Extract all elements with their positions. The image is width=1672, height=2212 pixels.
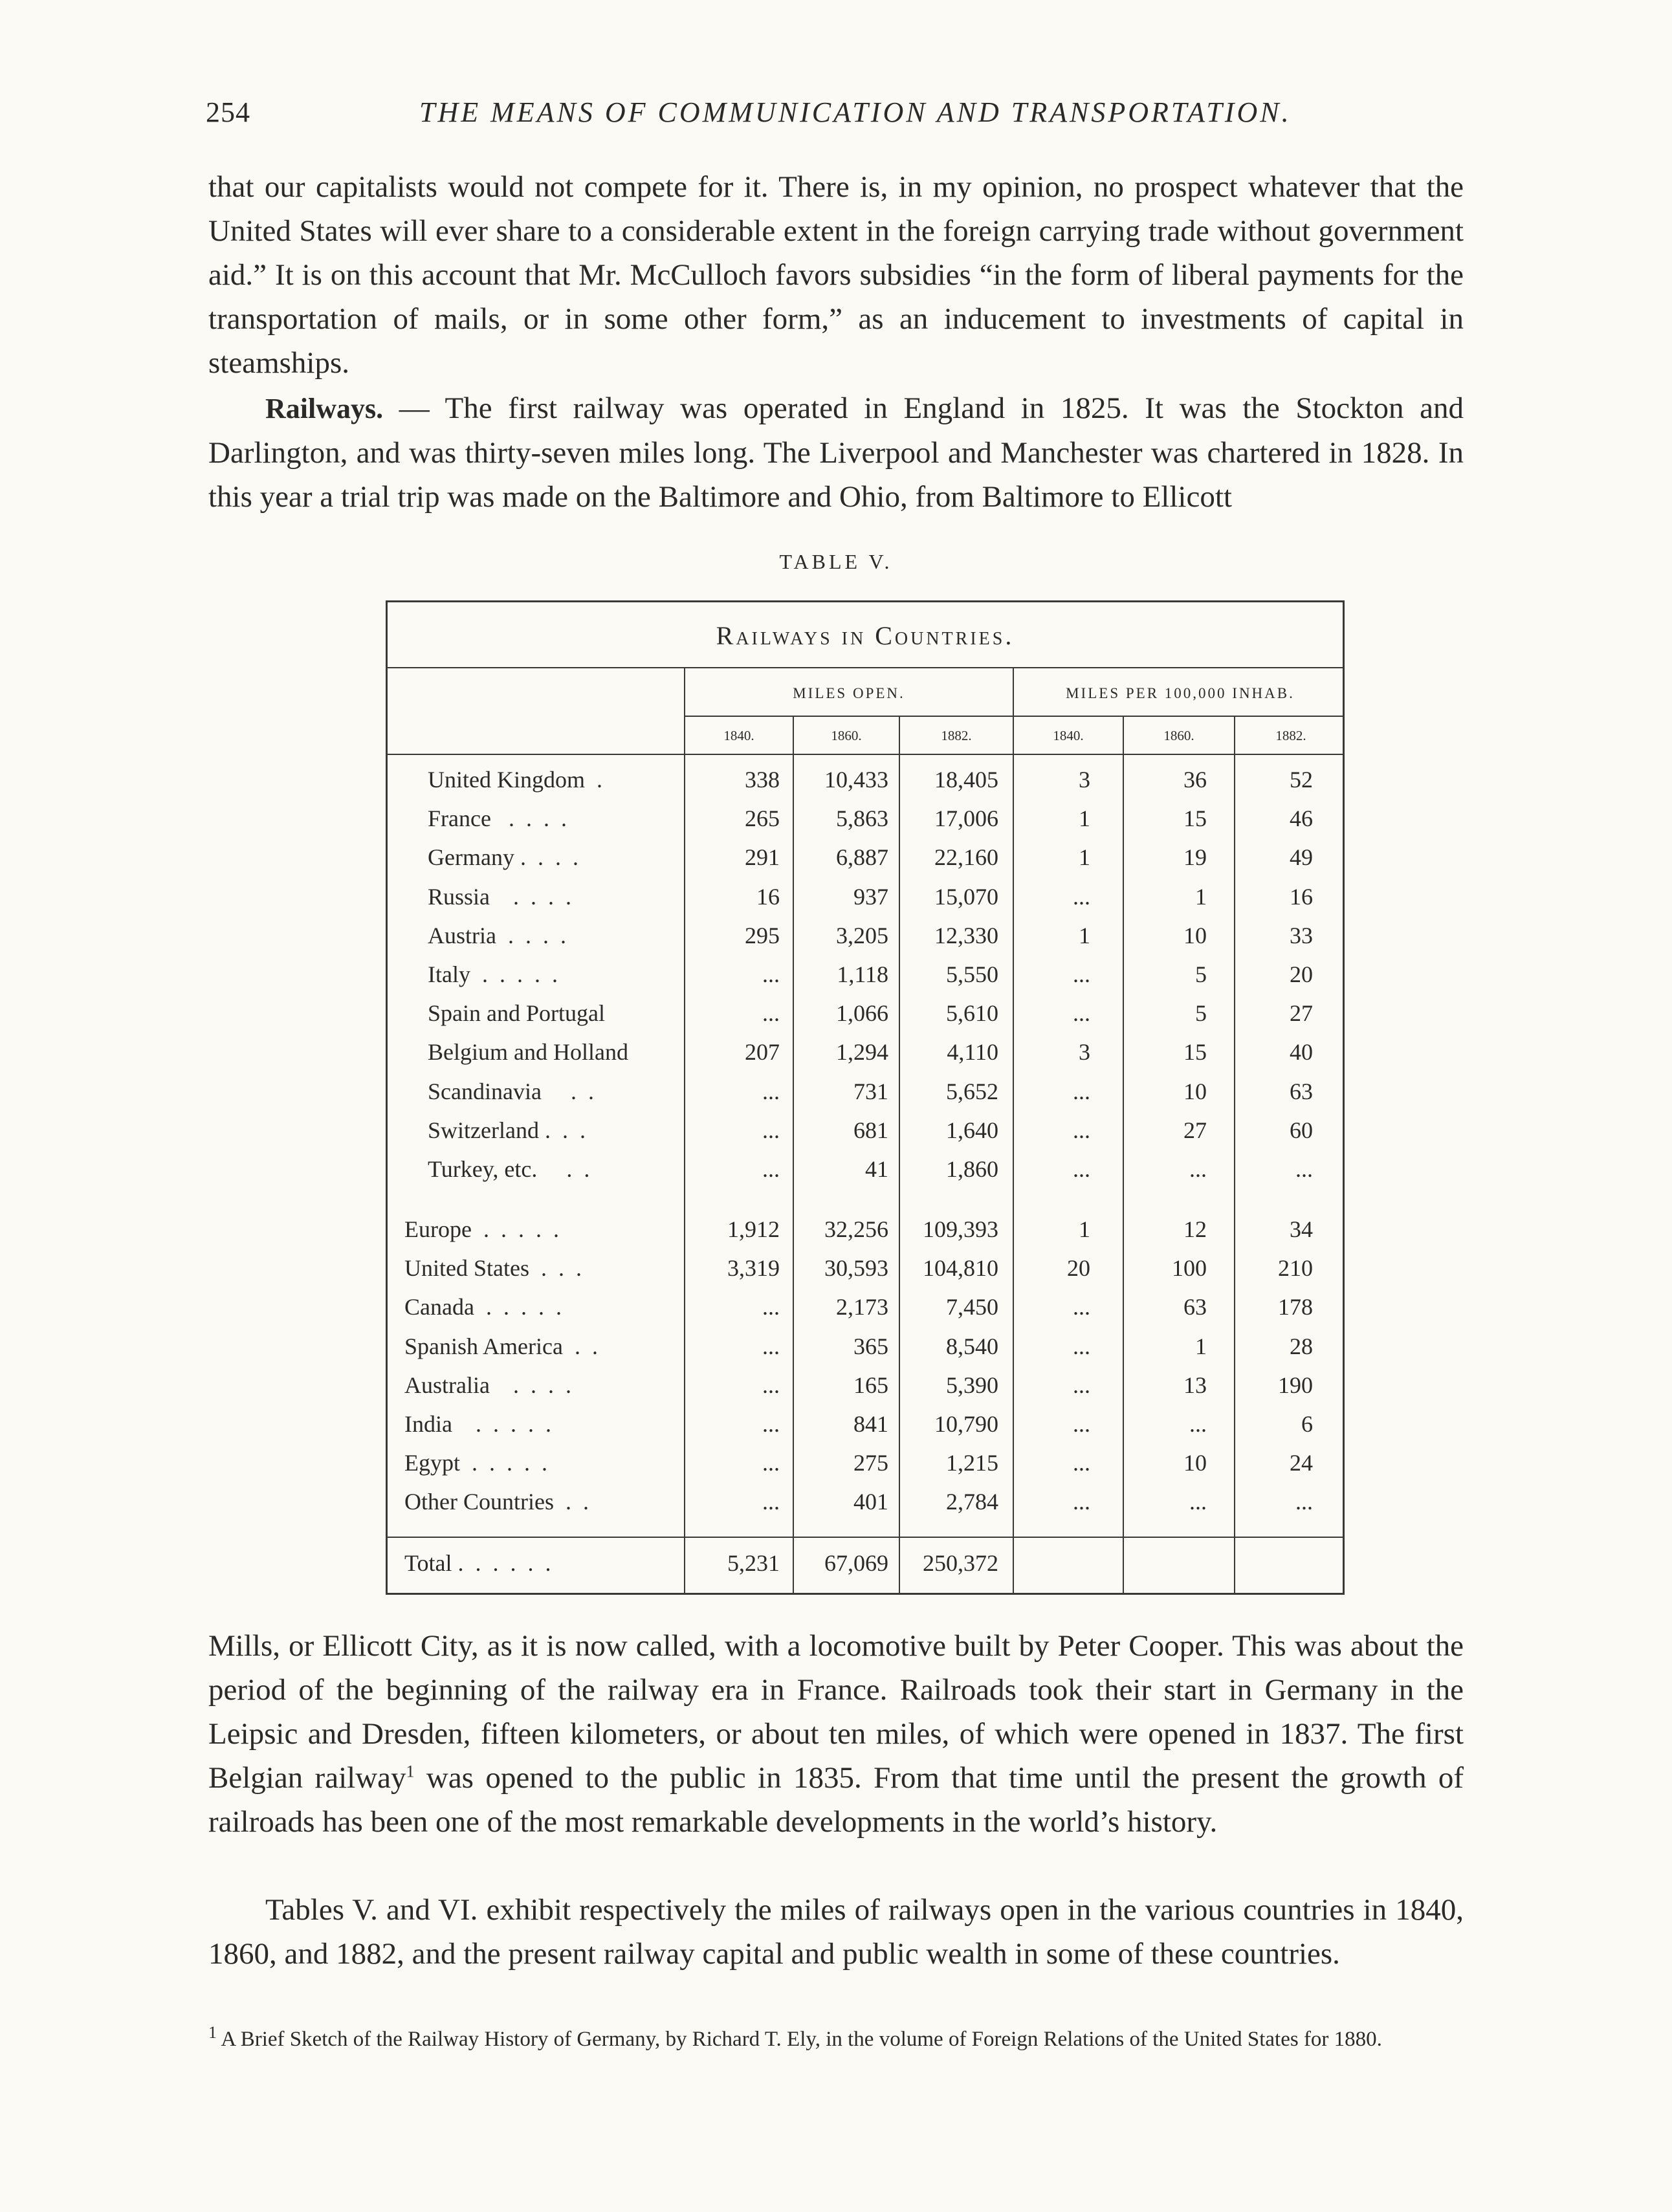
table-cell: 1 (1195, 1333, 1207, 1359)
table-cell: 1,294 (836, 1039, 888, 1066)
table-cell: 190 (1278, 1372, 1313, 1398)
table-cell: 40 (1290, 1039, 1313, 1066)
header-year: 1882. (1275, 728, 1306, 743)
table-row (388, 1078, 1343, 1117)
table-row (388, 1488, 1343, 1527)
row-label: France . . . . (428, 805, 567, 832)
running-head (206, 96, 1466, 135)
rule-under-title (388, 667, 1343, 668)
table-cell: ... (1073, 1333, 1090, 1359)
table-cell: 10,790 (934, 1411, 998, 1437)
table-cell: 104,810 (923, 1255, 998, 1282)
table-cell: ... (1073, 1450, 1090, 1476)
table-cell: 15 (1183, 805, 1207, 832)
table-cell: 52 (1290, 767, 1313, 793)
table-cell: ... (762, 961, 780, 987)
table-cell: 2,784 (946, 1489, 998, 1515)
table-cell: 10 (1183, 1450, 1207, 1476)
table-row (388, 805, 1343, 844)
header-year: 1882. (941, 728, 972, 743)
table-cell: 32,256 (824, 1216, 888, 1242)
table-row (388, 766, 1343, 805)
table-cell: 4,110 (947, 1039, 998, 1066)
table-cell: 22,160 (934, 844, 998, 871)
table-cell: 3 (1079, 767, 1090, 793)
table-cell: ... (762, 1333, 780, 1359)
table-cell: 49 (1290, 844, 1313, 871)
table-row (388, 1333, 1343, 1372)
table-cell: ... (762, 1294, 780, 1320)
table-cell: ... (1189, 1411, 1207, 1437)
table-cell: ... (762, 1156, 780, 1182)
table-cell: 5,231 (727, 1550, 780, 1576)
table-cell: 30,593 (824, 1255, 888, 1282)
table-cell: 401 (853, 1489, 888, 1515)
row-label: Spanish America . . (404, 1333, 598, 1359)
table-cell: 27 (1183, 1117, 1207, 1143)
table-cell: 15,070 (934, 883, 998, 910)
table-cell: 63 (1290, 1078, 1313, 1104)
row-label: Italy . . . . . (428, 961, 558, 987)
row-label: Germany . . . . (428, 844, 578, 871)
table-cell: 178 (1278, 1294, 1313, 1320)
table-cell: 681 (853, 1117, 888, 1143)
footnote-text: A Brief Sketch of the Railway History of Germany, by Richard T. Ely, in the volume of Foreign Relations of the United States for 1880. (217, 2028, 1382, 2051)
table-cell: 19 (1183, 844, 1207, 871)
paragraph-4: Tables V. and VI. exhibit respectively the miles of railways open in the various countries in 1840, 1860, and 1882, and the present railway capital and public wealth in some of these countries. (208, 1893, 1464, 1971)
row-label: Egypt . . . . . (404, 1450, 547, 1476)
row-label: United Kingdom . (428, 767, 602, 793)
table-cell: 5 (1195, 961, 1207, 987)
table-cell: 5,652 (946, 1078, 998, 1104)
table-cell: ... (762, 1372, 780, 1398)
table-cell: 1,066 (836, 1000, 888, 1027)
table-cell: ... (1295, 1156, 1313, 1182)
header-miles-per-inhab: MILES PER 100,000 INHAB. (1066, 685, 1295, 701)
paragraph-3-part-b: was opened to the public in 1835. From that time until the present the growth of railroads has been one of the most remarkable developments in the world’s history. (208, 1761, 1464, 1839)
footnote (208, 2025, 1464, 2053)
table-cell: 295 (745, 922, 780, 948)
table-cell: ... (1189, 1156, 1207, 1182)
table-cell: 5,550 (946, 961, 998, 987)
table-cell: 841 (853, 1411, 888, 1437)
table-cell: 365 (853, 1333, 888, 1359)
table-cell: ... (762, 1117, 780, 1143)
table-row (388, 1293, 1343, 1332)
table-cell: 1 (1195, 883, 1207, 910)
table-row (388, 1117, 1343, 1155)
table-cell: 10 (1183, 922, 1207, 948)
table-cell: ... (1073, 1078, 1090, 1104)
table-cell: 338 (745, 767, 780, 793)
row-label: Austria . . . . (428, 922, 566, 948)
header-miles-open: MILES OPEN. (793, 685, 905, 701)
rule-above-total (388, 1537, 1343, 1538)
page-number: 254 (206, 96, 250, 128)
table-cell: 7,450 (946, 1294, 998, 1320)
table-cell: 41 (865, 1156, 888, 1182)
table-cell: ... (1073, 1489, 1090, 1515)
table-row (388, 961, 1343, 1000)
footnote-marker: 1 (406, 1762, 415, 1781)
table-cell: 5 (1195, 1000, 1207, 1027)
table-cell: 17,006 (934, 805, 998, 832)
paragraph-railways (208, 386, 1464, 519)
table-cell: 731 (853, 1078, 888, 1104)
row-label: Russia . . . . (428, 883, 572, 910)
row-label: Turkey, etc. . . (428, 1156, 590, 1182)
table-cell: 20 (1290, 961, 1313, 987)
table-cell: ... (1073, 1411, 1090, 1437)
table-cell: ... (1073, 883, 1090, 910)
table-cell: 67,069 (824, 1550, 888, 1576)
row-label: Spain and Portugal (428, 1000, 605, 1027)
table-cell: 265 (745, 805, 780, 832)
table-cell: 16 (756, 883, 780, 910)
table-cell: ... (762, 1450, 780, 1476)
table-cell: ... (762, 1000, 780, 1027)
paragraph-railways-text: — The first railway was operated in England in 1825. It was the Stockton and Darlington, and was thirty-seven miles long. The Liverpool and Manchester was chartered in 1828. In this year a trial trip was made on the Baltimore and Ohio, from Baltimore to Ellicott (208, 391, 1464, 514)
row-label: United States . . . (404, 1255, 582, 1282)
table-cell: ... (1073, 1117, 1090, 1143)
header-year: 1860. (1163, 728, 1194, 743)
table-cell: 3,319 (727, 1255, 780, 1282)
table-cell: 1,860 (946, 1156, 998, 1182)
table-cell: 937 (853, 883, 888, 910)
paragraph-3 (208, 1624, 1464, 1844)
table-cell: 210 (1278, 1255, 1313, 1282)
railways-table (386, 600, 1345, 1595)
table-row (388, 1410, 1343, 1449)
table-cell: 36 (1183, 767, 1207, 793)
rule-under-years (388, 754, 1343, 755)
table-cell: 24 (1290, 1450, 1313, 1476)
table-cell: 5,863 (836, 805, 888, 832)
section-heading-railways: Railways. (265, 393, 384, 424)
table-cell: ... (1073, 1156, 1090, 1182)
table-cell: 46 (1290, 805, 1313, 832)
table-row (388, 1449, 1343, 1488)
table-row (388, 1038, 1343, 1077)
table-cell: 100 (1172, 1255, 1207, 1282)
table-cell: 18,405 (934, 767, 998, 793)
table-cell: 207 (745, 1039, 780, 1066)
table-cell: 15 (1183, 1039, 1207, 1066)
table-cell: 12,330 (934, 922, 998, 948)
table-cell: 10,433 (824, 767, 888, 793)
row-label: Other Countries . . (404, 1489, 589, 1515)
table-cell: 1 (1079, 844, 1090, 871)
footnote-number: 1 (208, 2023, 217, 2042)
table-cell: 3,205 (836, 922, 888, 948)
table-cell: ... (1189, 1489, 1207, 1515)
table-cell: ... (762, 1078, 780, 1104)
table-cell: 1,215 (946, 1450, 998, 1476)
row-label: Total . . . . . . (404, 1550, 551, 1576)
paragraph-3-part-a: Mills, or Ellicott City, as it is now called, with a locomotive built by Peter Cooper. This was about the period of the beginning of the railway era in France. Railroads took their start in Germany in the Leipsic and Dresden, fifteen kilometers, or about ten miles, of which were opened in 1837. The first Belgian railway (208, 1629, 1464, 1795)
table-cell: ... (1073, 961, 1090, 987)
table-cell: 27 (1290, 1000, 1313, 1027)
row-label: Scandinavia . . (428, 1078, 594, 1104)
table-cell: 1,912 (727, 1216, 780, 1242)
row-label: Switzerland . . . (428, 1117, 586, 1143)
table-cell: 1,640 (946, 1117, 998, 1143)
table-cell: 1 (1079, 1216, 1090, 1242)
table-row (388, 1000, 1343, 1038)
table-cell: 5,610 (946, 1000, 998, 1027)
table-row (388, 1254, 1343, 1293)
table-total-row (388, 1549, 1343, 1588)
table-row (388, 844, 1343, 882)
table-cell: 60 (1290, 1117, 1313, 1143)
table-cell: 13 (1183, 1372, 1207, 1398)
table-title: Railways in Countries. (716, 621, 1015, 650)
table-cell: ... (1073, 1294, 1090, 1320)
table-cell: 16 (1290, 883, 1313, 910)
table-row (388, 1372, 1343, 1410)
table-cell: 28 (1290, 1333, 1313, 1359)
table-caption: TABLE V. (779, 550, 893, 573)
table-cell: 3 (1079, 1039, 1090, 1066)
table-cell: 6,887 (836, 844, 888, 871)
table-cell: 6 (1301, 1411, 1313, 1437)
table-cell: 1 (1079, 805, 1090, 832)
table-row (388, 1216, 1343, 1254)
table-row (388, 1155, 1343, 1194)
table-cell: ... (762, 1411, 780, 1437)
row-label: Canada . . . . . (404, 1294, 562, 1320)
row-label: Belgium and Holland (428, 1039, 628, 1066)
table-cell: 1,118 (837, 961, 888, 987)
table-cell: ... (1295, 1489, 1313, 1515)
table-cell: ... (1073, 1372, 1090, 1398)
table-cell: 34 (1290, 1216, 1313, 1242)
table-cell: 1 (1079, 922, 1090, 948)
table-cell: 2,173 (836, 1294, 888, 1320)
table-cell: 275 (853, 1450, 888, 1476)
header-year: 1840. (1053, 728, 1084, 743)
table-cell: 291 (745, 844, 780, 871)
table-cell: 20 (1067, 1255, 1090, 1282)
row-label: Australia . . . . (404, 1372, 571, 1398)
table-cell: 165 (853, 1372, 888, 1398)
table-cell: 10 (1183, 1078, 1207, 1104)
paragraph-1: that our capitalists would not compete for it. There is, in my opinion, no prospect whatever that the United States will ever share to a considerable extent in the foreign carrying trade without government aid.” It is on this account that Mr. McCulloch favors subsidies “in the form of liberal payments for the transportation of mails, or in some other form,” as an inducement to investments of capital in steamships. (208, 170, 1464, 380)
table-cell: 63 (1183, 1294, 1207, 1320)
row-label: India . . . . . (404, 1411, 551, 1437)
running-title: THE MEANS OF COMMUNICATION AND TRANSPORTATION. (419, 96, 1292, 128)
table-cell: 33 (1290, 922, 1313, 948)
table-row (388, 922, 1343, 961)
header-year: 1860. (831, 728, 862, 743)
row-label: Europe . . . . . (404, 1216, 559, 1242)
table-cell: 250,372 (923, 1550, 998, 1576)
table-cell: 12 (1183, 1216, 1207, 1242)
table-cell: 8,540 (946, 1333, 998, 1359)
table-cell: ... (762, 1489, 780, 1515)
header-year: 1840. (723, 728, 754, 743)
table-cell: ... (1073, 1000, 1090, 1027)
table-cell: 109,393 (923, 1216, 998, 1242)
table-cell: 5,390 (946, 1372, 998, 1398)
table-row (388, 883, 1343, 922)
